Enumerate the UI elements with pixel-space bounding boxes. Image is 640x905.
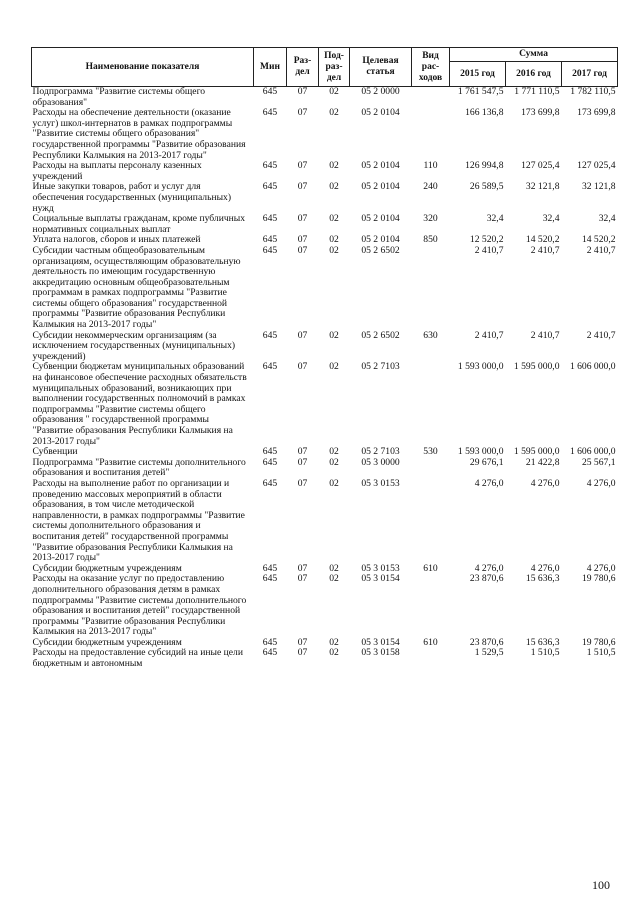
- row-target: 05 3 0158: [361, 647, 400, 659]
- row-name: Социальные выплаты гражданам, кроме публичных нормативных социальных выплат: [32, 213, 246, 235]
- header-podrazdel: Под- раз- дел: [319, 48, 350, 87]
- row-min: 645: [262, 329, 278, 341]
- row-podrazdel: 02: [329, 562, 339, 574]
- row-target: 05 2 0104: [361, 160, 400, 172]
- row-sum-2016: 4 276,0: [530, 477, 560, 489]
- row-sum-2016: 1 595 000,0: [513, 446, 560, 458]
- row-sum-2016: 32,4: [542, 213, 560, 225]
- row-podrazdel: 02: [329, 234, 339, 246]
- row-vid: [412, 574, 450, 638]
- table-row: [32, 108, 618, 161]
- row-razdel: 07: [297, 213, 308, 225]
- row-razdel: 07: [297, 636, 308, 648]
- row-sum-2016: 2 410,7: [530, 244, 560, 256]
- row-sum-2015: 1 593 000,0: [457, 361, 504, 373]
- row-vid: 610: [423, 562, 438, 574]
- row-sum-2015: 2 410,7: [474, 329, 504, 341]
- row-name: Подпрограмма "Развитие системы дополнительного образования и воспитания детей": [32, 456, 246, 479]
- table-row: [32, 331, 618, 363]
- row-min: 645: [262, 234, 278, 246]
- row-sum-2015: 4 276,0: [474, 562, 504, 574]
- row-vid: [412, 362, 450, 447]
- row-razdel: 07: [297, 446, 308, 458]
- row-min: 645: [262, 107, 278, 119]
- row-sum-2017: 14 520,2: [581, 234, 616, 246]
- row-podrazdel: 02: [329, 647, 339, 659]
- row-sum-2016: 1 771 110,5: [506, 87, 562, 109]
- row-sum-2017: 1 606 000,0: [569, 361, 616, 373]
- row-min: 645: [262, 446, 278, 458]
- table-row: [32, 479, 618, 564]
- row-sum-2017: 4 276,0: [586, 562, 616, 574]
- row-podrazdel: 02: [329, 181, 339, 193]
- row-name: Субсидии бюджетным учреждениям: [32, 562, 182, 574]
- row-target: 05 2 0104: [361, 107, 400, 119]
- row-sum-2017: 2 410,7: [586, 244, 616, 256]
- row-podrazdel: 02: [329, 446, 339, 458]
- row-razdel: 07: [297, 573, 308, 585]
- row-name: Расходы на предоставление субсидий на иные цели бюджетным и автономным: [32, 647, 243, 670]
- row-vid: 320: [423, 213, 438, 225]
- table-row: [32, 246, 618, 331]
- row-target: 05 2 0104: [361, 181, 400, 193]
- row-razdel: 07: [297, 456, 308, 468]
- table-row: [32, 648, 618, 669]
- row-podrazdel: 02: [329, 573, 339, 585]
- row-vid: 610: [423, 636, 438, 648]
- row-sum-2015: 23 870,6: [469, 573, 504, 585]
- row-sum-2017: 19 780,6: [581, 573, 616, 585]
- row-podrazdel: 02: [329, 244, 339, 256]
- row-min: 645: [262, 477, 278, 489]
- row-podrazdel: 02: [329, 456, 339, 468]
- row-target: 05 3 0000: [361, 456, 400, 468]
- row-razdel: 07: [297, 181, 308, 193]
- row-sum-2015: 1 593 000,0: [457, 446, 504, 458]
- header-razdel: Раз- дел: [287, 48, 319, 87]
- row-podrazdel: 02: [329, 329, 339, 341]
- row-name: Субсидии некоммерческим организациям (за исключением государственных (муниципальных) учреждений): [32, 329, 236, 362]
- row-sum-2016: 1 595 000,0: [513, 361, 560, 373]
- row-sum-2017: 173 699,8: [577, 107, 616, 119]
- row-min: 645: [262, 573, 278, 585]
- header-sum: Сумма: [450, 48, 618, 62]
- row-podrazdel: 02: [319, 87, 350, 109]
- row-podrazdel: 02: [329, 477, 339, 489]
- row-sum-2016: 1 510,5: [530, 647, 560, 659]
- table-row: [32, 574, 618, 638]
- row-sum-2017: 127 025,4: [577, 160, 616, 172]
- row-sum-2015: 32,4: [486, 213, 504, 225]
- row-min: 645: [262, 213, 278, 225]
- row-sum-2017: 1 606 000,0: [569, 446, 616, 458]
- row-min: 645: [262, 244, 278, 256]
- row-sum-2016: 173 699,8: [521, 107, 560, 119]
- row-vid: 630: [423, 329, 438, 341]
- row-target: 05 3 0153: [361, 477, 400, 489]
- row-razdel: 07: [297, 477, 308, 489]
- row-sum-2015: 1 529,5: [474, 647, 504, 659]
- row-min: 645: [262, 361, 278, 373]
- row-sum-2017: 19 780,6: [581, 636, 616, 648]
- row-target: 05 2 0104: [361, 213, 400, 225]
- budget-table: [31, 47, 618, 670]
- header-target: Целевая статья: [350, 48, 412, 87]
- row-name: Расходы на обеспечение деятельности (оказание услуг) школ-интернатов в рамках подпрограммы "Развитие системы общего образования" государственной программы "Развитие образования Республики Калмыкия на 2013-2017 годы": [32, 107, 246, 161]
- row-sum-2016: 127 025,4: [521, 160, 560, 172]
- row-name: Расходы на выполнение работ по организации и проведению массовых мероприятий в области образования, в том числе методической направленности, в рамках подпрограммы "Развитие системы дополнительного образования и воспитания детей" государственной программы "Развитие образования Республики Калмыкия на 2013-2017 годы": [32, 477, 245, 564]
- row-razdel: 07: [287, 87, 319, 109]
- row-razdel: 07: [297, 107, 308, 119]
- row-podrazdel: 02: [329, 160, 339, 172]
- row-podrazdel: 02: [329, 213, 339, 225]
- row-name: Уплата налогов, сборов и иных платежей: [32, 234, 201, 246]
- row-name: Подпрограмма "Развитие системы общего образования": [32, 87, 254, 109]
- row-vid: [412, 246, 450, 331]
- row-sum-2016: 32 121,8: [525, 181, 560, 193]
- table-row: [32, 182, 618, 214]
- row-sum-2017: 25 567,1: [581, 456, 616, 468]
- row-sum-2017: 2 410,7: [586, 329, 616, 341]
- table-row: [32, 458, 618, 479]
- row-sum-2015: 1 761 547,5: [450, 87, 506, 109]
- row-vid: 850: [423, 234, 438, 246]
- row-target: 05 2 0000: [350, 87, 412, 109]
- row-sum-2017: 32 121,8: [581, 181, 616, 193]
- row-razdel: 07: [297, 234, 308, 246]
- row-sum-2016: 14 520,2: [525, 234, 560, 246]
- row-vid: 110: [423, 160, 438, 172]
- row-sum-2015: 126 994,8: [465, 160, 504, 172]
- table-row: [32, 362, 618, 447]
- row-podrazdel: 02: [329, 361, 339, 373]
- row-razdel: 07: [297, 160, 308, 172]
- row-min: 645: [262, 181, 278, 193]
- row-target: 05 2 6502: [361, 329, 400, 341]
- row-sum-2017: 4 276,0: [586, 477, 616, 489]
- page-number: 100: [592, 878, 610, 892]
- budget-document-page: [31, 47, 617, 670]
- row-vid: [412, 458, 450, 479]
- header-name: Наименование показателя: [32, 48, 254, 87]
- row-sum-2015: 2 410,7: [474, 244, 504, 256]
- table-header: [32, 48, 618, 87]
- table-row: [32, 161, 618, 182]
- row-sum-2015: 4 276,0: [474, 477, 504, 489]
- row-razdel: 07: [297, 244, 308, 256]
- row-target: 05 3 0154: [361, 573, 400, 585]
- row-sum-2015: 166 136,8: [465, 107, 504, 119]
- header-year-2016: 2016 год: [506, 62, 562, 87]
- row-sum-2015: 26 589,5: [469, 181, 504, 193]
- row-min: 645: [262, 562, 278, 574]
- table-row: [32, 214, 618, 235]
- row-sum-2016: 15 636,3: [525, 573, 560, 585]
- row-name: Субсидии бюджетным учреждениям: [32, 636, 182, 648]
- row-sum-2017: 1 510,5: [586, 647, 616, 659]
- row-vid: [412, 108, 450, 161]
- row-target: 05 3 0153: [361, 562, 400, 574]
- row-vid: 240: [423, 181, 438, 193]
- row-sum-2015: 12 520,2: [469, 234, 504, 246]
- row-razdel: 07: [297, 329, 308, 341]
- row-name: Субвенции: [32, 446, 78, 458]
- header-year-2017: 2017 год: [562, 62, 618, 87]
- row-sum-2016: 4 276,0: [530, 562, 560, 574]
- row-podrazdel: 02: [329, 107, 339, 119]
- row-sum-2017: 1 782 110,5: [562, 87, 618, 109]
- row-razdel: 07: [297, 647, 308, 659]
- table-row: [32, 87, 618, 109]
- header-vid: Вид рас- ходов: [412, 48, 450, 87]
- row-name: Расходы на оказание услуг по предоставлению дополнительного образования детям в рамках подпрограммы "Развитие системы дополнительного образования и воспитания детей" государственной программы "Развитие образования Республики Калмыкия на 2013-2017 годы": [32, 573, 247, 638]
- row-min: 645: [262, 636, 278, 648]
- row-target: 05 2 7103: [361, 361, 400, 373]
- row-min: 645: [262, 647, 278, 659]
- row-name: Субвенции бюджетам муниципальных образований на финансовое обеспечение расходных обязательств муниципальных образований, возникающих при выполнении государственных полномочий в рамках подпрограммы "Развитие системы общего образования " государственной программы "Развитие образования Республики Калмыкия на 2013-2017 годы": [32, 361, 247, 447]
- row-razdel: 07: [297, 361, 308, 373]
- row-vid: [412, 479, 450, 564]
- table-body: [32, 87, 618, 670]
- row-sum-2015: 29 676,1: [469, 456, 504, 468]
- row-target: 05 3 0154: [361, 636, 400, 648]
- row-min: 645: [262, 160, 278, 172]
- row-target: 05 2 6502: [361, 244, 400, 256]
- row-vid: [412, 648, 450, 669]
- row-sum-2016: 2 410,7: [530, 329, 560, 341]
- row-vid: [412, 87, 450, 109]
- row-sum-2016: 21 422,8: [525, 456, 560, 468]
- row-name: Расходы на выплаты персоналу казенных учреждений: [32, 160, 202, 182]
- row-name: Субсидии частным общеобразовательным организациям, осуществляющим образовательную деятельность по имеющим государственную аккредитацию основным общеобразовательным программам в рамках подпрограммы "Развитие системы общего образования" государственной программы "Развитие образования Республики Калмыкия на 2013-2017 годы": [32, 244, 241, 331]
- row-name: Иные закупки товаров, работ и услуг для обеспечения государственных (муниципальных) нужд: [32, 181, 232, 214]
- row-target: 05 2 7103: [361, 446, 400, 458]
- row-sum-2015: 23 870,6: [469, 636, 504, 648]
- row-min: 645: [262, 456, 278, 468]
- row-razdel: 07: [297, 562, 308, 574]
- row-min: 645: [254, 87, 287, 109]
- header-year-2015: 2015 год: [450, 62, 506, 87]
- row-vid: 530: [423, 446, 438, 458]
- row-target: 05 2 0104: [361, 234, 400, 246]
- row-sum-2017: 32,4: [598, 213, 616, 225]
- row-podrazdel: 02: [329, 636, 339, 648]
- row-sum-2016: 15 636,3: [525, 636, 560, 648]
- header-min: Мин: [254, 48, 287, 87]
